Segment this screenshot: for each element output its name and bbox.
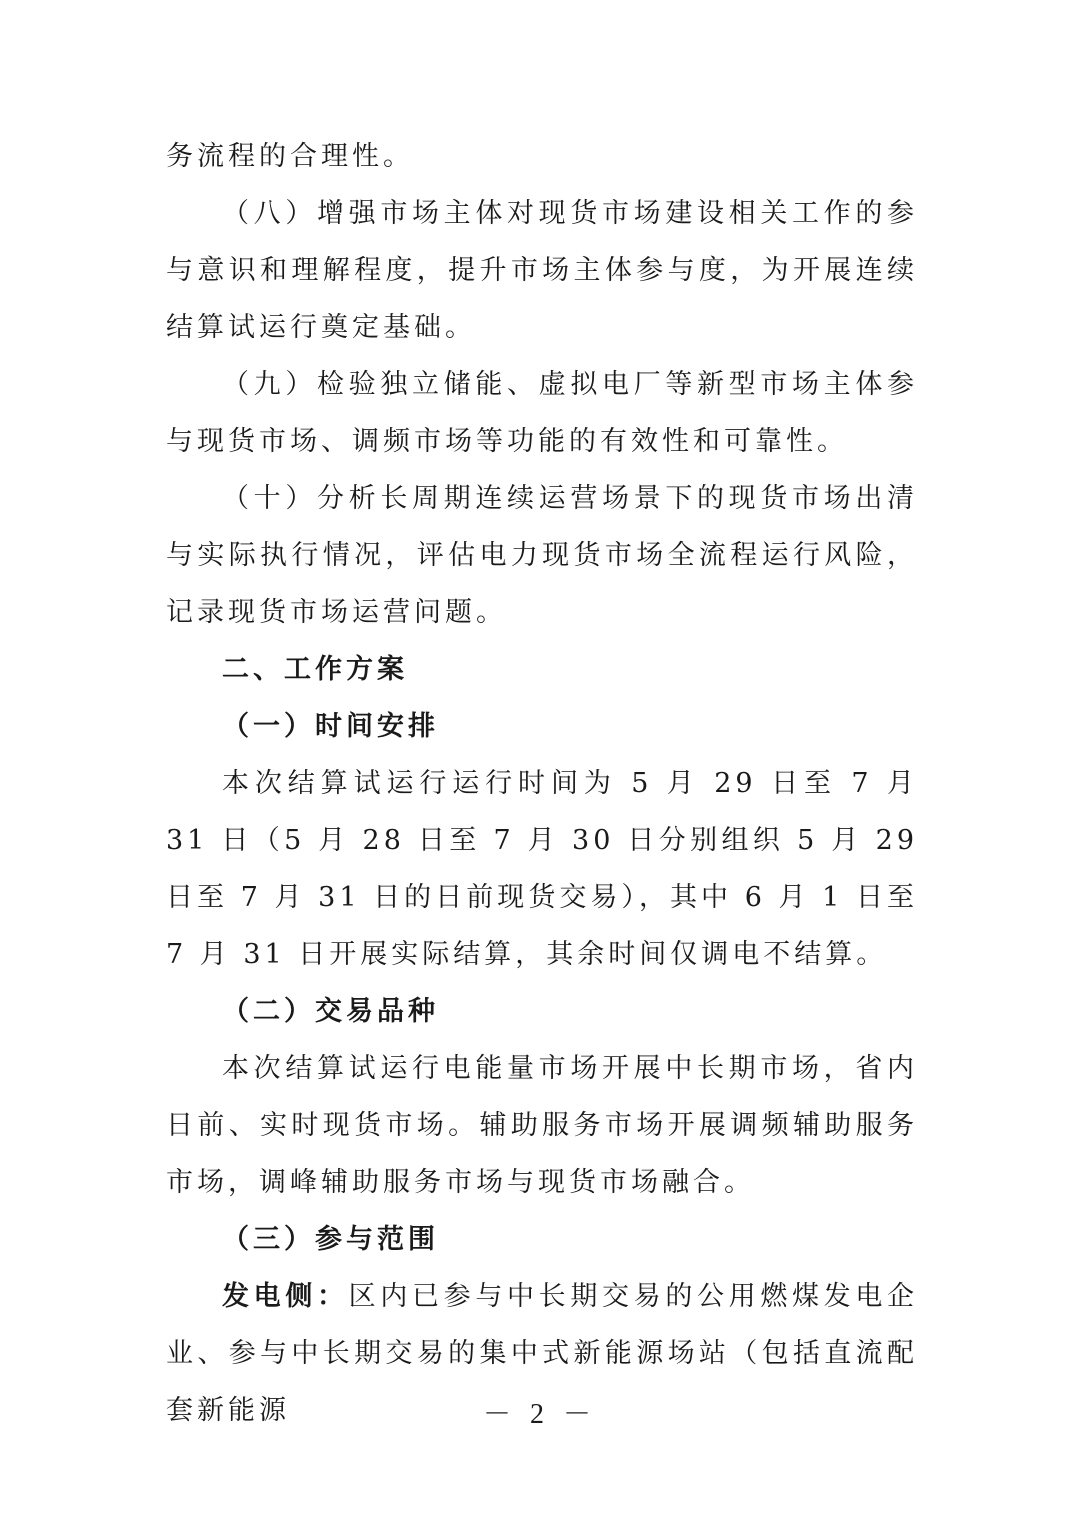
document-body — [166, 128, 918, 1439]
page-number: － 2 － — [482, 1399, 597, 1430]
subheading-trade-types: （二）交易品种 — [222, 996, 439, 1027]
scope-text: 区内已参与中长期交易的公用燃煤发电企业、参与中长期交易的集中式新能源场站（包括直流配套新能源 — [166, 1281, 919, 1426]
paragraph-continuation: 务流程的合理性。 — [166, 141, 414, 172]
scope-lead-label: 发电侧： — [222, 1281, 349, 1312]
paragraph-schedule: 本次结算试运行运行时间为 5 月 29 日至 7 月 31 日（5 月 28 日至 7 月 30 日分别组织 5 月 29 日至 7 月 31 日的日前现货交易），其中 6 月 1 日至 7 月 31 日开展实际结算，其余时间仅调电不结算。 — [166, 768, 918, 970]
section-heading-work-plan: 二、工作方案 — [222, 654, 408, 685]
paragraph-item-9: （九）检验独立储能、虚拟电厂等新型市场主体参与现货市场、调频市场等功能的有效性和可靠性。 — [166, 369, 918, 457]
paragraph-trade-types: 本次结算试运行电能量市场开展中长期市场，省内日前、实时现货市场。辅助服务市场开展调频辅助服务市场，调峰辅助服务市场与现货市场融合。 — [166, 1053, 918, 1198]
paragraph-item-8: （八）增强市场主体对现货市场建设相关工作的参与意识和理解程度，提升市场主体参与度，为开展连续结算试运行奠定基础。 — [166, 198, 918, 343]
subheading-schedule: （一）时间安排 — [222, 711, 439, 742]
paragraph-item-10: （十）分析长周期连续运营场景下的现货市场出清与实际执行情况，评估电力现货市场全流程运行风险，记录现货市场运营问题。 — [166, 483, 918, 628]
subheading-scope: （三）参与范围 — [222, 1224, 439, 1255]
